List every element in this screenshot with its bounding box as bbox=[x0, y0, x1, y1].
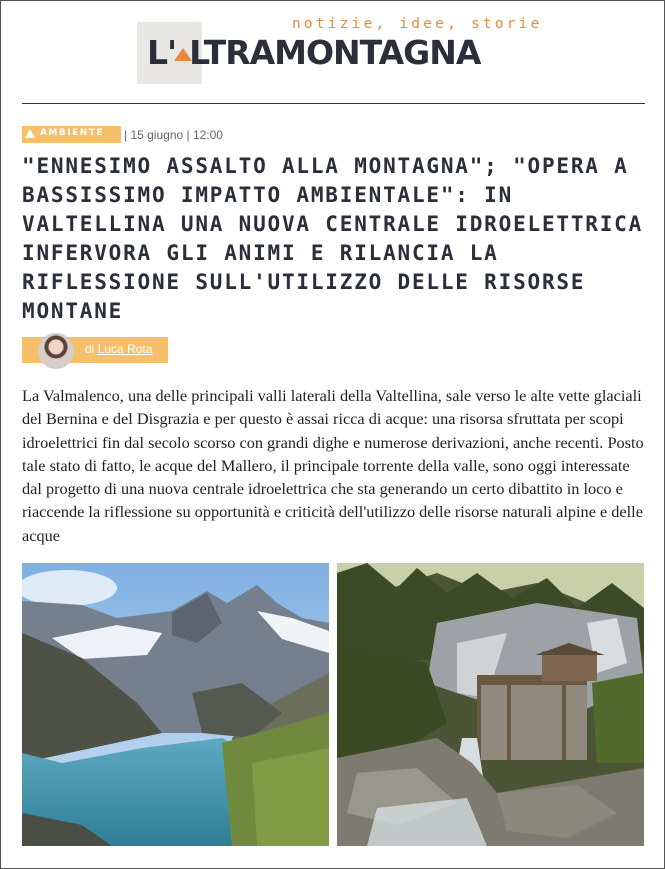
alpine-lake-image bbox=[22, 563, 329, 846]
article-lead: La Valmalenco, una delle principali valli laterali della Valtellina, sale verso le alte vette glaciali del Bernina e del Disgrazia e per questo è assai ricca di acque: una risorsa sfruttata per scopi idroelettrici fin dal secolo scorso con grandi dighe e numerose derivazioni, anche recenti. Posto tale stato di fatto, le acque del Mallero, il principale torrente della valle, sono oggi interessate dal progetto di una nuova centrale idroelettrica che sta generando un certo dibattito in loco e riaccende la riflessione su opportunità e criticità dell'utilizzo delle risorse naturali alpine e delle acque bbox=[22, 386, 644, 545]
author-avatar bbox=[38, 333, 74, 369]
header-divider bbox=[22, 103, 645, 104]
category-badge[interactable] bbox=[22, 126, 121, 143]
article-title: "ENNESIMO ASSALTO ALLA MONTAGNA"; "OPERA A BASSISSIMO IMPATTO AMBIENTALE": IN VALTELLINA UNA NUOVA CENTRALE IDROELETTRICA INFERVORA GLI ANIMI E RILANCIA LA RIFLESSIONE SULL'UTILIZZO DELLE RISORSE MONTANE bbox=[22, 154, 644, 323]
hydro-mill-image bbox=[337, 563, 644, 846]
author-link[interactable]: Luca Rota bbox=[97, 342, 153, 356]
mountain-icon bbox=[25, 129, 35, 138]
category-label: AMBIENTE bbox=[40, 128, 105, 138]
site-logo[interactable] bbox=[147, 33, 480, 72]
logo-wordmark: LTRAMONTAGNA bbox=[189, 33, 481, 72]
photo-alpine-lake bbox=[22, 563, 329, 846]
site-tagline: notizie, idee, storie bbox=[292, 16, 543, 32]
author-prefix: di bbox=[85, 342, 95, 356]
article-date: | 15 giugno | 12:00 bbox=[124, 128, 223, 142]
photo-hydro-mill bbox=[337, 563, 644, 846]
logo-prefix: L' bbox=[147, 33, 177, 72]
